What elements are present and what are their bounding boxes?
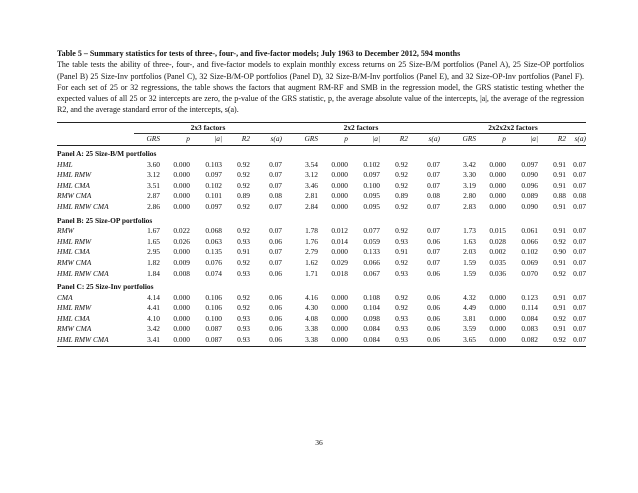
table-cell: 0.096 — [521, 180, 538, 190]
table-cell: 2.80 — [463, 191, 476, 201]
row-label: HML RMW — [57, 236, 92, 246]
table-cell: 4.30 — [305, 303, 318, 313]
table-cell: 1.78 — [305, 226, 318, 236]
table-cell: 4.08 — [305, 313, 318, 323]
table-row — [57, 314, 586, 325]
table-cell: 0.000 — [489, 303, 506, 313]
table-cell: 0.074 — [205, 268, 222, 278]
table-cell: 3.81 — [463, 313, 476, 323]
table-cell: 3.46 — [305, 180, 318, 190]
table-cell: 0.08 — [573, 191, 587, 201]
table-cell: 0.002 — [489, 247, 506, 257]
table-row — [57, 191, 586, 202]
group-header-row — [57, 122, 586, 134]
table-cell: 0.92 — [237, 292, 250, 302]
table-cell: 0.000 — [331, 313, 348, 323]
table-cell: 0.07 — [573, 303, 587, 313]
column-header: |a| — [372, 134, 380, 144]
column-header: GRS — [462, 134, 476, 144]
table-cell: 0.93 — [222, 335, 250, 346]
row-label: RMW CMA — [57, 191, 92, 201]
group-2x2: 2x2 factors — [282, 122, 440, 134]
table-cell: 0.000 — [331, 180, 348, 190]
table-cell: 2.03 — [463, 247, 476, 257]
table-cell: 0.026 — [173, 236, 190, 246]
table-row — [57, 237, 586, 248]
table-cell: 0.92 — [237, 226, 250, 236]
row-label: HML RMW CMA — [57, 201, 109, 211]
row-label: HML CMA — [57, 313, 90, 323]
table-cell: 0.000 — [173, 303, 190, 313]
table-cell: 0.91 — [553, 201, 566, 211]
table-cell: 1.59 — [463, 268, 476, 278]
table-cell: 0.07 — [269, 201, 282, 211]
table-cell: 0.000 — [173, 313, 190, 323]
group-2x3: 2x3 factors — [134, 122, 282, 134]
table-cell: 4.41 — [147, 303, 160, 313]
table-cell: 0.06 — [427, 236, 440, 246]
table-cell: 0.015 — [489, 226, 506, 236]
table-cell: 1.65 — [147, 236, 160, 246]
row-label: HML RMW — [57, 303, 92, 313]
table-cell: 4.49 — [463, 303, 476, 313]
table-cell: 3.54 — [305, 159, 318, 169]
table-cell: 0.000 — [173, 292, 190, 302]
table-cell: 2.79 — [305, 247, 318, 257]
table-cell: 0.097 — [363, 170, 380, 180]
column-header: p — [344, 134, 348, 144]
table-cell: 0.07 — [573, 159, 587, 169]
table-cell: 0.070 — [521, 268, 538, 278]
table-cell: 1.62 — [305, 257, 318, 267]
table-cell: 0.035 — [489, 257, 506, 267]
table-cell: 0.91 — [395, 247, 408, 257]
table-cell: 0.93 — [395, 313, 408, 323]
table-cell: 0.101 — [205, 191, 222, 201]
table-cell: 0.000 — [489, 180, 506, 190]
table-cell: 0.000 — [331, 201, 348, 211]
table-cell: 0.92 — [237, 257, 250, 267]
table-cell: 0.07 — [269, 170, 282, 180]
table-cell: 0.008 — [173, 268, 190, 278]
table-caption — [57, 48, 584, 116]
table-cell: 0.91 — [553, 292, 566, 302]
table-cell: 0.07 — [269, 226, 282, 236]
table-cell: 0.92 — [553, 268, 566, 278]
table-cell: 0.06 — [427, 292, 440, 302]
table-cell: 3.38 — [305, 324, 318, 334]
table-cell: 0.06 — [408, 335, 440, 346]
table-cell: 0.07 — [573, 313, 587, 323]
table-cell: 0.084 — [521, 313, 538, 323]
column-header-row — [57, 134, 586, 146]
table-cell: 3.12 — [147, 170, 160, 180]
table-cell: 0.090 — [521, 201, 538, 211]
table-cell: 4.10 — [147, 313, 160, 323]
table-row — [57, 335, 586, 346]
table-row — [57, 269, 586, 280]
table-page — [57, 48, 587, 347]
table-cell: 2.95 — [147, 247, 160, 257]
table-cell: 0.07 — [269, 180, 282, 190]
table-cell: 0.07 — [269, 257, 282, 267]
table-cell: 0.133 — [363, 247, 380, 257]
table-cell: 0.08 — [269, 191, 282, 201]
table-cell: 0.108 — [363, 292, 380, 302]
table-cell: 0.06 — [269, 313, 282, 323]
table-cell: 0.92 — [395, 257, 408, 267]
table-cell: 0.92 — [553, 236, 566, 246]
table-cell: 0.012 — [331, 226, 348, 236]
row-label: RMW CMA — [57, 324, 92, 334]
table-cell: 0.07 — [573, 180, 587, 190]
table-cell: 0.082 — [506, 335, 538, 346]
table-cell: 0.92 — [395, 292, 408, 302]
table-cell: 4.32 — [463, 292, 476, 302]
table-cell: 0.000 — [489, 159, 506, 169]
page-number: 36 — [315, 438, 323, 447]
table-cell: 0.07 — [573, 170, 587, 180]
table-row — [57, 226, 586, 237]
table-cell: 4.16 — [305, 292, 318, 302]
table-cell: 0.000 — [173, 170, 190, 180]
table-cell: 0.089 — [521, 191, 538, 201]
table-cell: 0.087 — [205, 324, 222, 334]
table-cell: 0.106 — [205, 303, 222, 313]
table-cell: 0.068 — [205, 226, 222, 236]
table-cell: 0.123 — [521, 292, 538, 302]
table-cell: 0.000 — [331, 170, 348, 180]
table-cell: 2.86 — [147, 201, 160, 211]
table-cell: 0.07 — [566, 335, 586, 346]
table-cell: 0.93 — [237, 313, 250, 323]
caption-body: The table tests the ability of three-, four-, and five-factor models to explain monthly excess returns on 25 Size-B/M portfolios (Panel A), 25 Size-OP portfolios (Panel B) 25 Size-Inv portfolios (Panel C), 32 Size-B/M-OP portfolios (Panel D), 32 Size-B/M-Inv portfolios (Panel E), and 32 Size-OP-Inv portfolios (Panel F). For each set of 25 or 32 regressions, the table shows the factors that augment RM-RF and SMB in the regression model, the GRS statistic testing whether the expected values of all 25 or 32 intercepts are zero, the p-value of the GRS statistic, p, the average absolute value of the intercepts, |a|, the average of the regression R2, and the average standard error of the intercepts, s(a). — [57, 60, 584, 115]
table-cell: 0.102 — [521, 247, 538, 257]
table-cell: 0.000 — [331, 191, 348, 201]
table-row — [57, 170, 586, 181]
table-cell: 0.009 — [173, 257, 190, 267]
table-cell: 0.07 — [427, 201, 440, 211]
table-cell: 0.102 — [205, 180, 222, 190]
table-cell: 0.92 — [395, 170, 408, 180]
table-cell: 0.06 — [269, 303, 282, 313]
column-header: R2 — [399, 134, 408, 144]
group-2x2x2x2: 2x2x2x2 factors — [440, 122, 586, 134]
table-cell: 0.000 — [331, 324, 348, 334]
table-row — [57, 258, 586, 269]
table-cell: 0.92 — [395, 159, 408, 169]
table-cell: 0.92 — [395, 226, 408, 236]
table-cell: 3.38 — [282, 335, 318, 346]
panel-title: Panel B: 25 Size-OP portfolios — [57, 215, 153, 225]
table-cell: 1.76 — [305, 236, 318, 246]
table-cell: 1.59 — [463, 257, 476, 267]
table-cell: 0.06 — [269, 292, 282, 302]
table-cell: 0.92 — [395, 201, 408, 211]
table-cell: 2.87 — [147, 191, 160, 201]
table-cell: 1.63 — [463, 236, 476, 246]
table-cell: 0.000 — [489, 191, 506, 201]
table-cell: 0.000 — [331, 159, 348, 169]
row-label: RMW — [57, 226, 74, 236]
table-cell: 0.000 — [160, 335, 190, 346]
table-cell: 0.07 — [427, 159, 440, 169]
table-cell: 0.07 — [573, 236, 587, 246]
table-cell: 0.89 — [395, 191, 408, 201]
table-cell: 0.095 — [363, 201, 380, 211]
table-cell: 0.097 — [205, 201, 222, 211]
table-cell: 0.07 — [427, 180, 440, 190]
column-header: GRS — [304, 134, 318, 144]
table-cell: 0.06 — [427, 268, 440, 278]
table-cell: 0.114 — [521, 303, 538, 313]
table-cell: 0.07 — [427, 247, 440, 257]
table-cell: 0.06 — [427, 324, 440, 334]
table-cell: 0.090 — [521, 170, 538, 180]
table-cell: 3.12 — [305, 170, 318, 180]
table-cell: 0.07 — [573, 257, 587, 267]
table-cell: 0.91 — [553, 303, 566, 313]
table-cell: 0.104 — [363, 303, 380, 313]
table-cell: 0.07 — [573, 247, 587, 257]
table-cell: 0.000 — [331, 292, 348, 302]
table-row — [57, 247, 586, 258]
table-cell: 0.93 — [395, 236, 408, 246]
table-cell: 0.000 — [173, 180, 190, 190]
table-cell: 3.59 — [463, 324, 476, 334]
table-cell: 0.91 — [553, 180, 566, 190]
table-cell: 3.60 — [147, 159, 160, 169]
table-cell: 0.07 — [427, 226, 440, 236]
table-cell: 0.106 — [205, 292, 222, 302]
table-cell: 0.06 — [269, 268, 282, 278]
table-cell: 0.000 — [476, 335, 506, 346]
table-cell: 0.000 — [173, 324, 190, 334]
column-header: R2 — [241, 134, 250, 144]
table-cell: 0.06 — [269, 236, 282, 246]
table-cell: 0.076 — [205, 257, 222, 267]
table-cell: 0.91 — [553, 324, 566, 334]
table-cell: 0.07 — [269, 247, 282, 257]
table-cell: 0.93 — [237, 324, 250, 334]
table-cell: 0.069 — [521, 257, 538, 267]
table-cell: 0.07 — [573, 268, 587, 278]
table-cell: 0.084 — [363, 324, 380, 334]
row-label: CMA — [57, 292, 73, 302]
table-cell: 0.07 — [573, 226, 587, 236]
table-cell: 0.097 — [205, 170, 222, 180]
table-cell: 0.92 — [553, 313, 566, 323]
table-cell: 3.42 — [147, 324, 160, 334]
table-cell: 0.07 — [573, 201, 587, 211]
table-cell: 0.88 — [553, 191, 566, 201]
table-cell: 0.93 — [380, 335, 408, 346]
row-label-header — [57, 134, 134, 146]
row-label: HML RMW — [57, 170, 92, 180]
column-header: |a| — [530, 134, 538, 144]
table-cell: 0.07 — [573, 324, 587, 334]
table-cell: 0.92 — [395, 180, 408, 190]
table-cell: 0.098 — [363, 313, 380, 323]
table-cell: 0.100 — [205, 313, 222, 323]
table-cell: 0.018 — [331, 268, 348, 278]
table-cell: 0.036 — [489, 268, 506, 278]
table-cell: 0.06 — [250, 335, 282, 346]
table-cell: 0.92 — [237, 170, 250, 180]
table-row — [57, 303, 586, 314]
table-title: Table 5 – Summary statistics for tests of three-, four-, and five-factor models; July 1963 to December 2012, 594 months — [57, 49, 461, 58]
table-body — [57, 145, 586, 346]
table-cell: 0.90 — [553, 247, 566, 257]
table-cell: 0.93 — [395, 268, 408, 278]
row-label: RMW CMA — [57, 257, 92, 267]
panel-title: Panel A: 25 Size-B/M portfolios — [57, 148, 157, 158]
table-cell: 2.84 — [305, 201, 318, 211]
table-cell: 0.07 — [573, 292, 587, 302]
table-cell: 0.095 — [363, 191, 380, 201]
table-cell: 0.059 — [363, 236, 380, 246]
table-cell: 0.022 — [173, 226, 190, 236]
panel-title-row — [57, 145, 586, 159]
table-cell: 0.063 — [205, 236, 222, 246]
row-label: HML RMW CMA — [57, 335, 134, 346]
table-cell: 0.07 — [269, 159, 282, 169]
table-cell: 0.91 — [553, 170, 566, 180]
table-cell: 0.000 — [318, 335, 348, 346]
table-cell: 0.000 — [173, 159, 190, 169]
table-cell: 0.000 — [173, 201, 190, 211]
table-cell: 0.000 — [331, 303, 348, 313]
table-cell: 0.000 — [489, 292, 506, 302]
table-cell: 0.92 — [395, 303, 408, 313]
table-cell: 0.102 — [363, 159, 380, 169]
table-cell: 0.91 — [553, 257, 566, 267]
table-row — [57, 202, 586, 213]
table-cell: 0.103 — [205, 159, 222, 169]
table-cell: 1.67 — [147, 226, 160, 236]
table-cell: 0.066 — [363, 257, 380, 267]
table-cell: 0.083 — [521, 324, 538, 334]
table-cell: 0.077 — [363, 226, 380, 236]
table-cell: 0.92 — [237, 159, 250, 169]
table-cell: 0.066 — [521, 236, 538, 246]
table-cell: 1.71 — [305, 268, 318, 278]
table-cell: 0.067 — [363, 268, 380, 278]
table-cell: 1.82 — [147, 257, 160, 267]
table-row — [57, 181, 586, 192]
table-cell: 0.084 — [348, 335, 380, 346]
table-cell: 3.30 — [463, 170, 476, 180]
summary-table — [57, 122, 586, 347]
table-cell: 0.92 — [538, 335, 566, 346]
table-cell: 0.06 — [427, 303, 440, 313]
table-cell: 0.000 — [331, 247, 348, 257]
table-cell: 0.06 — [427, 313, 440, 323]
table-cell: 3.19 — [463, 180, 476, 190]
panel-title-row — [57, 213, 586, 227]
table-cell: 0.91 — [237, 247, 250, 257]
table-cell: 0.100 — [363, 180, 380, 190]
row-label: HML RMW CMA — [57, 268, 109, 278]
table-cell: 3.51 — [147, 180, 160, 190]
table-cell: 1.73 — [463, 226, 476, 236]
table-cell: 3.42 — [463, 159, 476, 169]
table-cell: 0.89 — [237, 191, 250, 201]
table-cell: 0.92 — [237, 201, 250, 211]
table-cell: 0.000 — [489, 324, 506, 334]
table-cell: 2.83 — [463, 201, 476, 211]
row-label: HML CMA — [57, 180, 90, 190]
row-label: HML CMA — [57, 247, 90, 257]
column-header: s(a) — [428, 134, 440, 144]
panel-title-row — [57, 279, 586, 293]
table-cell: 0.000 — [173, 191, 190, 201]
table-cell: 0.135 — [205, 247, 222, 257]
table-cell: 0.000 — [489, 170, 506, 180]
column-header: p — [502, 134, 506, 144]
table-cell: 0.91 — [553, 226, 566, 236]
table-row — [57, 160, 586, 171]
column-header: p — [186, 134, 190, 144]
table-cell: 0.93 — [395, 324, 408, 334]
table-cell: 0.08 — [427, 191, 440, 201]
table-cell: 0.000 — [173, 247, 190, 257]
table-row — [57, 324, 586, 335]
table-cell: 0.029 — [331, 257, 348, 267]
table-cell: 0.06 — [269, 324, 282, 334]
table-cell: 3.41 — [134, 335, 160, 346]
table-cell: 4.14 — [147, 292, 160, 302]
table-cell: 0.07 — [427, 170, 440, 180]
table-cell: 0.000 — [489, 201, 506, 211]
table-cell: 0.93 — [237, 268, 250, 278]
table-cell: 0.087 — [190, 335, 222, 346]
table-cell: 0.07 — [427, 257, 440, 267]
column-header: R2 — [557, 134, 566, 144]
column-header: s(a) — [574, 134, 587, 144]
table-cell: 1.84 — [147, 268, 160, 278]
column-header: s(a) — [270, 134, 282, 144]
table-cell: 0.097 — [521, 159, 538, 169]
column-header: |a| — [214, 134, 222, 144]
column-header: GRS — [146, 134, 160, 144]
table-row — [57, 293, 586, 304]
table-cell: 0.92 — [237, 303, 250, 313]
table-cell: 0.91 — [553, 159, 566, 169]
table-cell: 0.028 — [489, 236, 506, 246]
table-cell: 0.014 — [331, 236, 348, 246]
row-label: HML — [57, 159, 73, 169]
panel-title: Panel C: 25 Size-Inv portfolios — [57, 282, 154, 292]
table-cell: 0.000 — [489, 313, 506, 323]
table-cell: 3.65 — [440, 335, 476, 346]
table-cell: 0.061 — [521, 226, 538, 236]
table-cell: 2.81 — [305, 191, 318, 201]
table-cell: 0.93 — [237, 236, 250, 246]
table-cell: 0.92 — [237, 180, 250, 190]
